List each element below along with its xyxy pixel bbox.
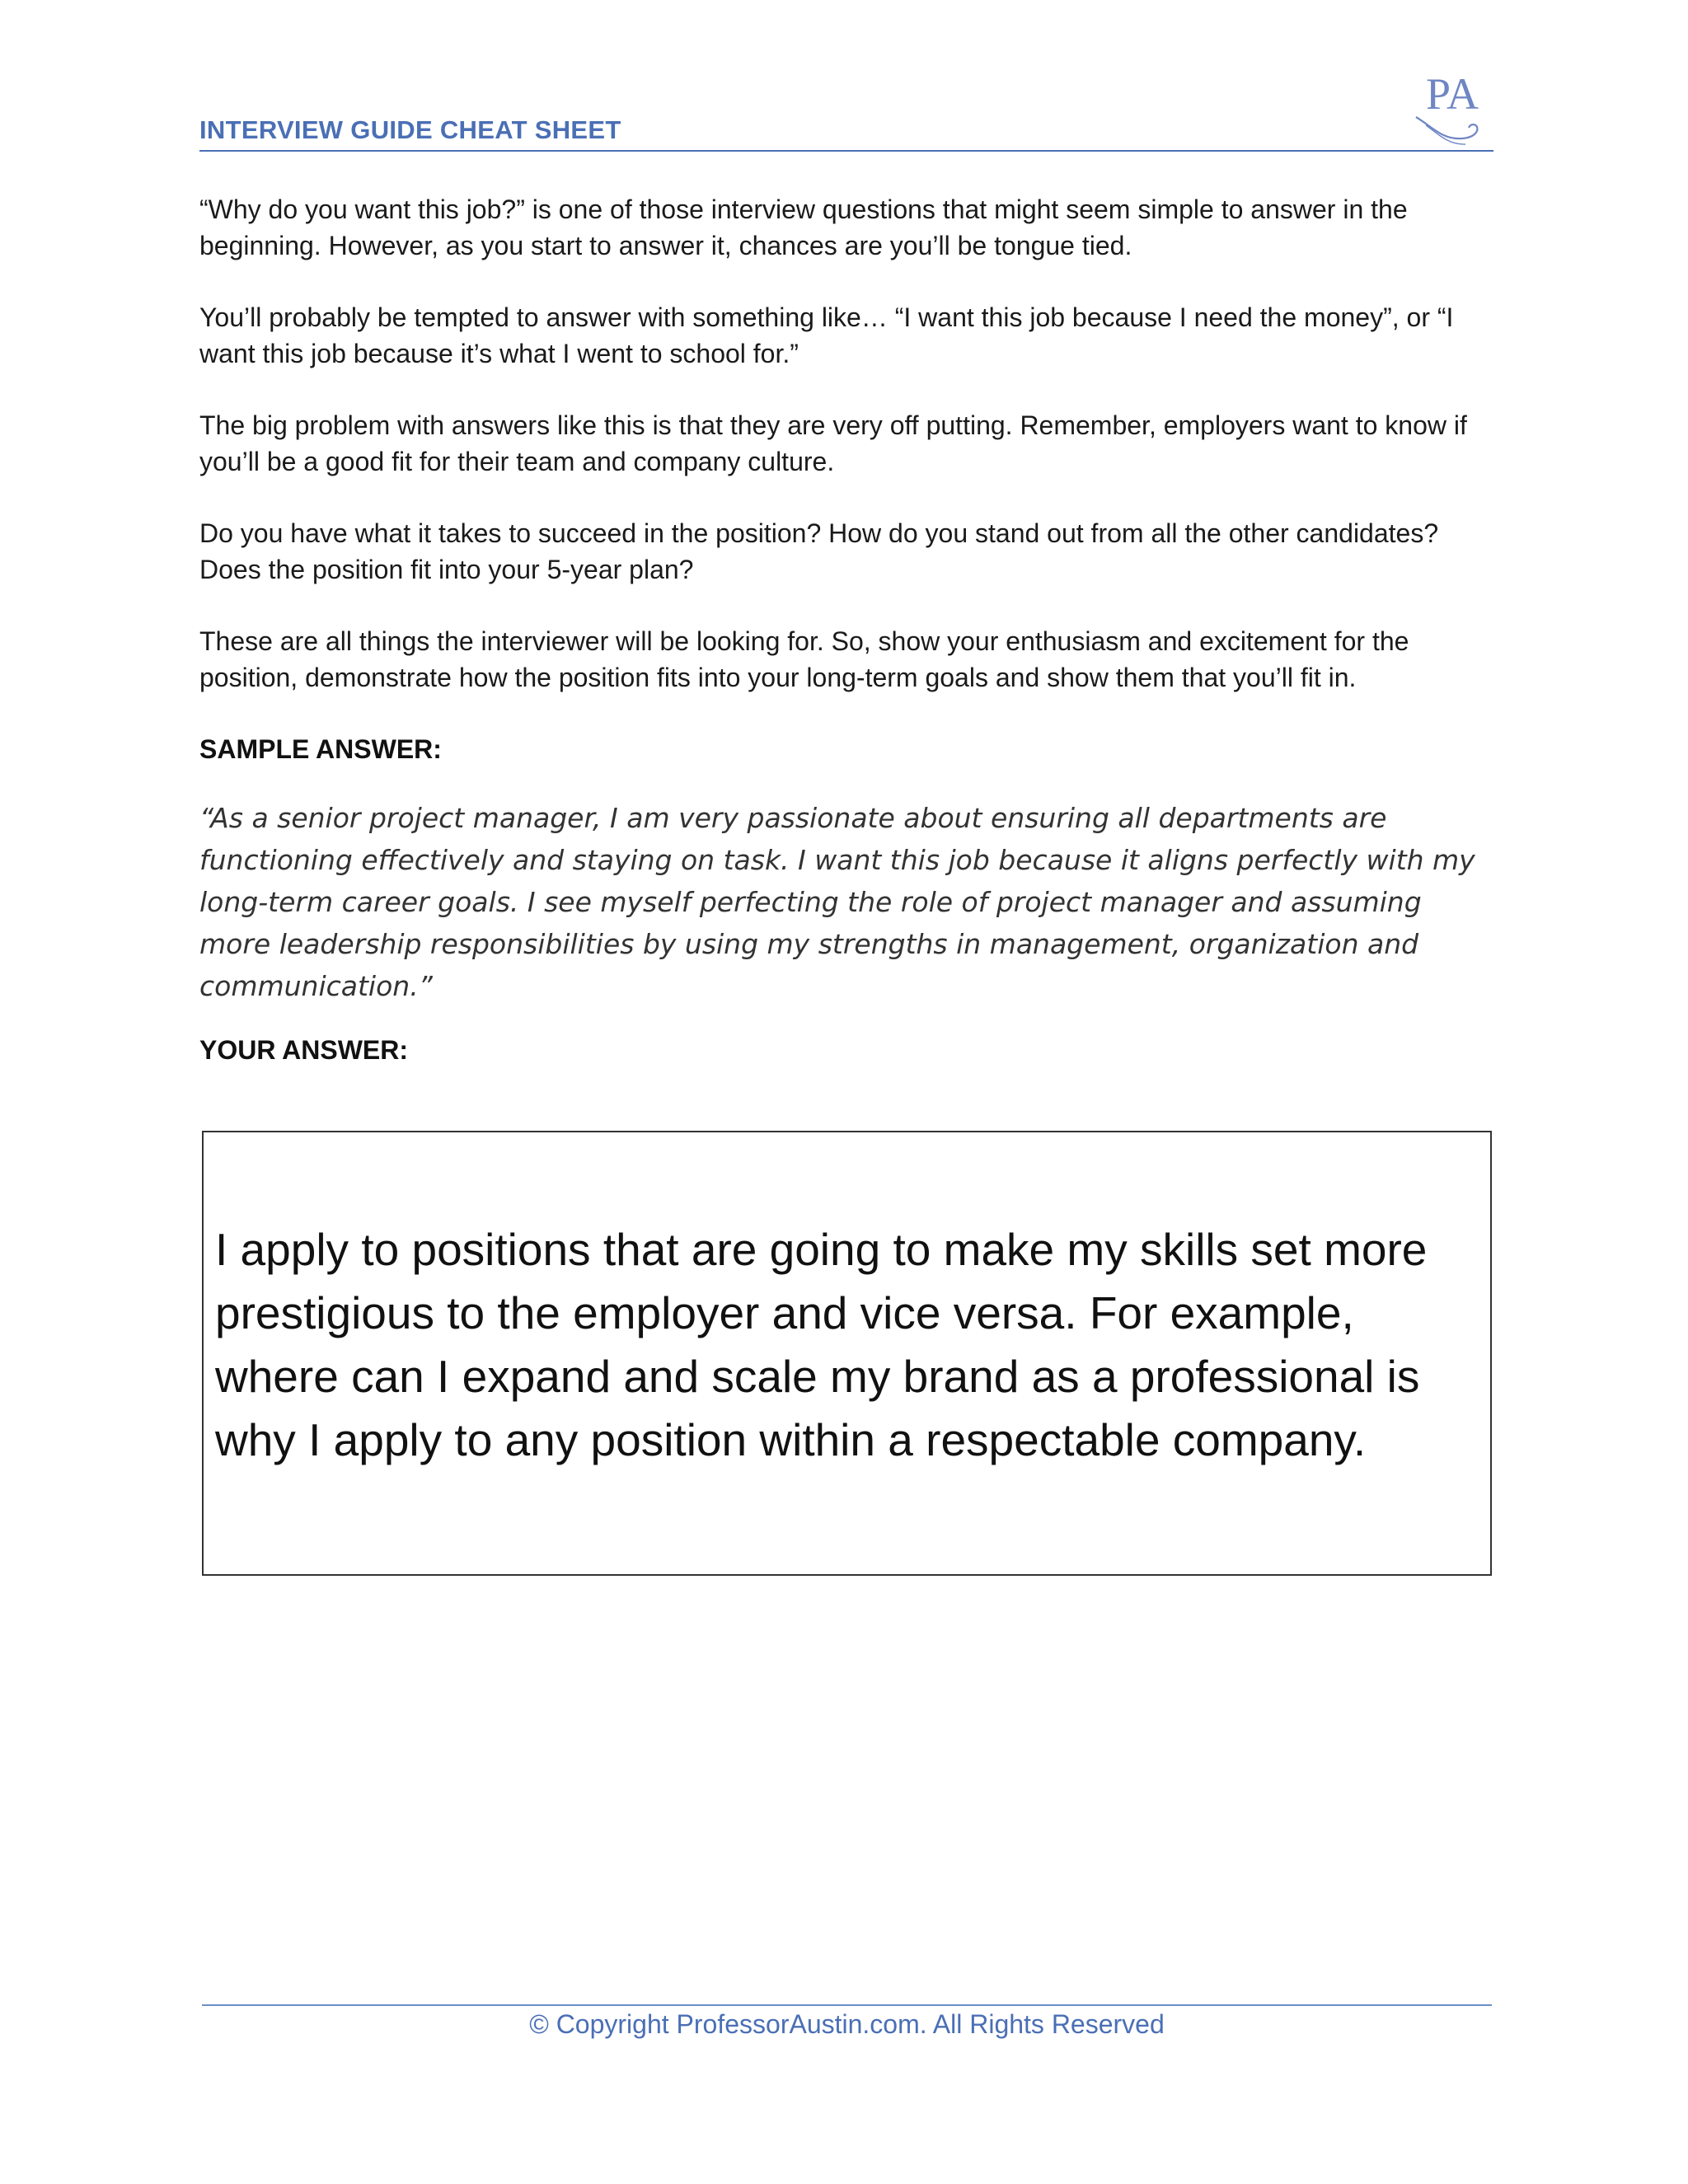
tempted-paragraph: You’ll probably be tempted to answer with something like… “I want this job because I need the money”, or “I want this job because it’s what I went to school for.”	[199, 302, 1454, 368]
main-content	[199, 191, 1493, 1098]
page-header	[199, 66, 1493, 153]
header-divider	[199, 150, 1493, 152]
advice-paragraph: These are all things the interviewer will be looking for. So, show your enthusiasm and excitement for the position, demonstrate how the position fits into your long-term goals and show them that you’ll fit in.	[199, 626, 1409, 692]
intro-paragraph: “Why do you want this job?” is one of those interview questions that might seem simple to answer in the beginning. However, as you start to answer it, chances are you’ll be tongue tied.	[199, 194, 1408, 260]
questions-paragraph: Do you have what it takes to succeed in the position? How do you stand out from all the other candidates? Does the position fit into your 5-year plan?	[199, 518, 1439, 584]
footer-copyright: © Copyright ProfessorAustin.com. All Rights Reserved	[529, 2009, 1165, 2039]
sample-answer-label: SAMPLE ANSWER:	[199, 734, 442, 764]
header-title: INTERVIEW GUIDE CHEAT SHEET	[199, 115, 621, 144]
logo-text: PA	[1425, 69, 1479, 119]
pa-logo-icon	[1411, 66, 1493, 148]
sample-answer-text: “As a senior project manager, I am very passionate about ensuring all departments are functioning effectively and staying on task. I want this job because it aligns perfectly with my long-term career goals. I see myself perfecting the role of project manager and assuming more leadership responsibilities by using my strengths in management, organization and communication.”	[199, 802, 1475, 1002]
your-answer-box[interactable]	[202, 1131, 1492, 1576]
problem-paragraph: The big problem with answers like this is that they are very off putting. Remember, employers want to know if you’ll be a good fit for their team and company culture.	[199, 410, 1467, 476]
your-answer-text: I apply to positions that are going to make my skills set more prestigious to the employer and vice versa. For example, where can I expand and scale my brand as a professional is why I apply to any position within a respectable company.	[215, 1224, 1428, 1465]
your-answer-label: YOUR ANSWER:	[199, 1035, 409, 1065]
